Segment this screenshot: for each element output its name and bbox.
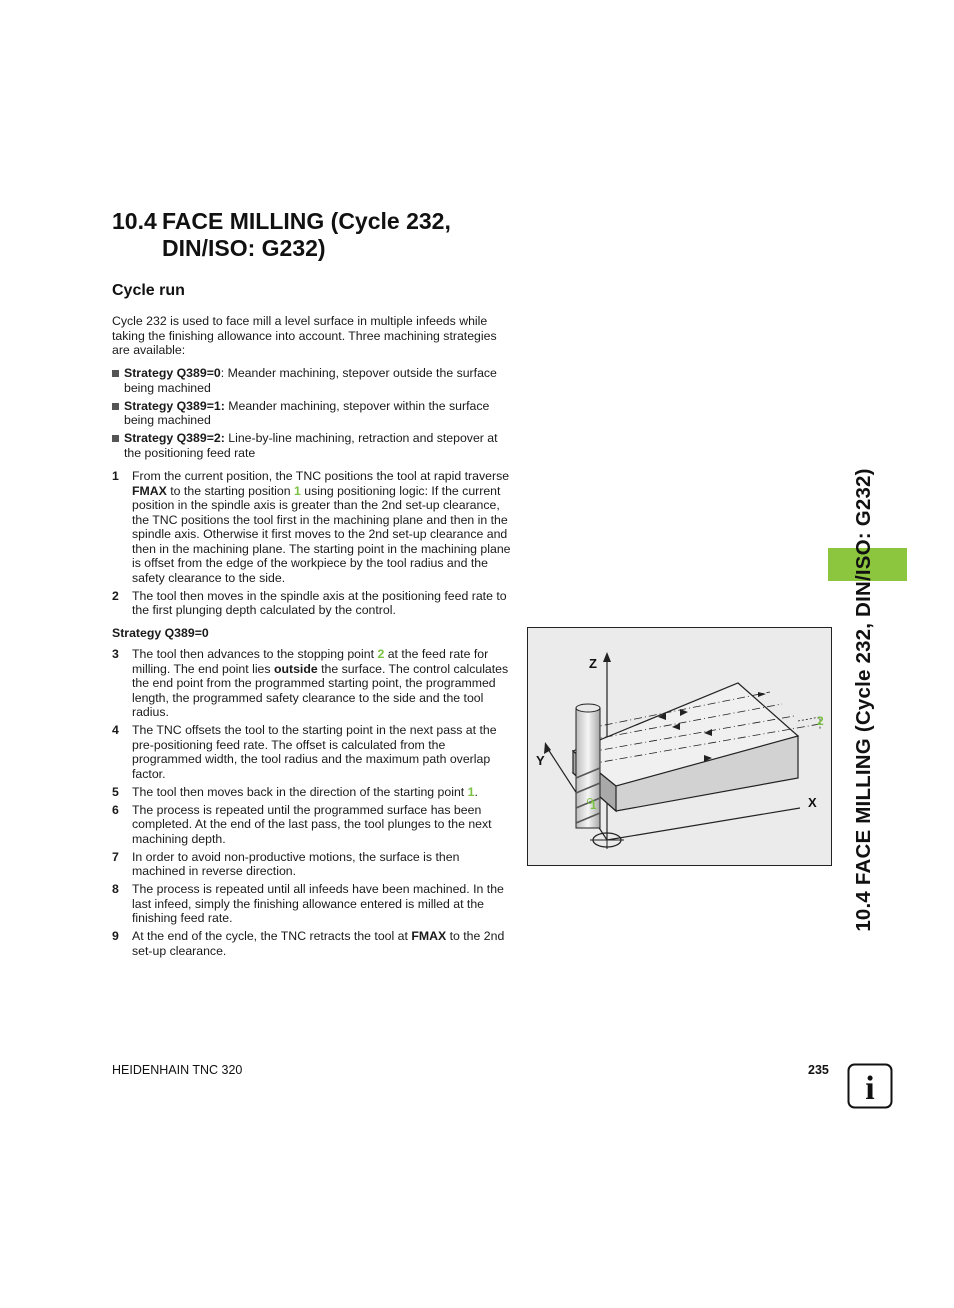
- section-title-line2: DIN/ISO: G232): [162, 235, 326, 261]
- side-title-text: 10.4 FACE MILLING (Cycle 232, DIN/ISO: G232): [852, 468, 875, 932]
- list-item: 8 The process is repeated until all infeeds have been machined. In the last infeed, simply the finishing allowance entered is milled at the finishing feed rate.: [112, 882, 504, 925]
- point-ref: 1: [294, 483, 301, 498]
- point-label-1: 1: [590, 798, 597, 812]
- point-label-2: 2: [817, 714, 824, 728]
- step-number: 4: [112, 723, 119, 737]
- x-axis: [607, 808, 800, 840]
- step-number: 1: [112, 469, 119, 483]
- list-item: 2 The tool then moves in the spindle axis at the positioning feed rate to the first plunging depth calculated by the control.: [112, 588, 507, 617]
- step-list-a: [112, 469, 512, 621]
- step-number: 6: [112, 802, 119, 817]
- strategy-label: Strategy Q389=2:: [124, 431, 225, 445]
- milling-tool-top: [576, 704, 600, 712]
- section-number: 10.4: [112, 208, 157, 234]
- bullet-square-icon: [112, 435, 119, 442]
- step-number: 3: [112, 647, 119, 661]
- strategy-text: Meander machining, stepover outside the surface being machined: [124, 366, 497, 395]
- list-item: 3 The tool then advances to the stopping point 2 at the feed rate for milling. The end point lies outside the surface. The control calculates the end point from the programmed starting point, the programmed length, the programmed safety clearance to the side and the tool radius.: [112, 647, 509, 719]
- face-milling-figure: [527, 627, 832, 866]
- bullet-square-icon: [112, 370, 119, 377]
- point-ref: 1: [467, 784, 475, 799]
- list-item: 5 The tool then moves back in the direction of the starting point 1.: [112, 784, 478, 799]
- strategy-label: Strategy Q389=0: [124, 366, 221, 380]
- list-item: 6 The process is repeated until the programmed surface has been completed. At the end of the last pass, the tool plunges to the next machining depth.: [112, 802, 492, 846]
- list-item: Strategy Q389=0: Meander machining, stepover outside the surface being machined: [112, 366, 512, 395]
- list-item: [112, 431, 512, 460]
- axis-label-y: Y: [536, 753, 545, 768]
- z-axis-arrow: [603, 652, 611, 662]
- point-ref: 2: [377, 647, 385, 661]
- intro-paragraph: Cycle 232 is used to face mill a level surface in multiple infeeds while taking the finishing allowance into account. Three machining strategies are available:: [112, 314, 497, 357]
- strategy-text: Line-by-line machining, retraction and stepover at the positioning feed rate: [124, 431, 498, 460]
- bullet-square-icon: [112, 403, 119, 410]
- list-item: 7 In order to avoid non-productive motions, the surface is then machined in reverse direction.: [112, 849, 460, 878]
- step-number: 5: [112, 784, 119, 799]
- strategy-text: Meander machining, stepover within the surface being machined: [124, 398, 490, 427]
- strategy-label: Strategy Q389=1:: [124, 398, 225, 413]
- axis-label-z: Z: [589, 656, 597, 671]
- info-icon-letter: i: [865, 1070, 875, 1107]
- page-number: 235: [808, 1063, 829, 1077]
- section-title: [112, 208, 451, 262]
- figure-drawing: [528, 628, 831, 865]
- axis-label-x: X: [808, 795, 817, 810]
- list-item: [112, 399, 512, 428]
- strategy-heading: Strategy Q389=0: [112, 626, 209, 640]
- step-number: 8: [112, 882, 119, 896]
- strategy-list: [112, 366, 512, 464]
- step-number: 9: [112, 929, 119, 943]
- subsection-title: Cycle run: [112, 282, 185, 299]
- list-item: 1 From the current position, the TNC positions the tool at rapid traverse FMAX to the starting position 1 using positioning logic: If the current position in the spindle axis is greater than the 2nd set-up clearance, the TNC positions the tool first in the machining plane and then in the spindle axis. Otherwise it first moves to the 2nd set-up clearance and then in the machining plane. The starting point in the machining plane is offset from the edge of the workpiece by the tool radius and the safety clearance to the side.: [112, 469, 511, 585]
- list-item: 9 At the end of the cycle, the TNC retracts the tool at FMAX to the 2nd set-up clearance.: [112, 929, 505, 958]
- section-title-line1: FACE MILLING (Cycle 232,: [162, 208, 451, 234]
- step-list-b: [112, 647, 512, 962]
- list-item: 4 The TNC offsets the tool to the starting point in the next pass at the pre-positioning feed rate. The offset is calculated from the programmed width, the tool radius and the maximum path overlap factor.: [112, 723, 497, 781]
- footer-manual-name: HEIDENHAIN TNC 320: [112, 1063, 243, 1077]
- info-icon: [847, 1063, 893, 1109]
- step-number: 2: [112, 588, 119, 603]
- step-number: 7: [112, 849, 119, 864]
